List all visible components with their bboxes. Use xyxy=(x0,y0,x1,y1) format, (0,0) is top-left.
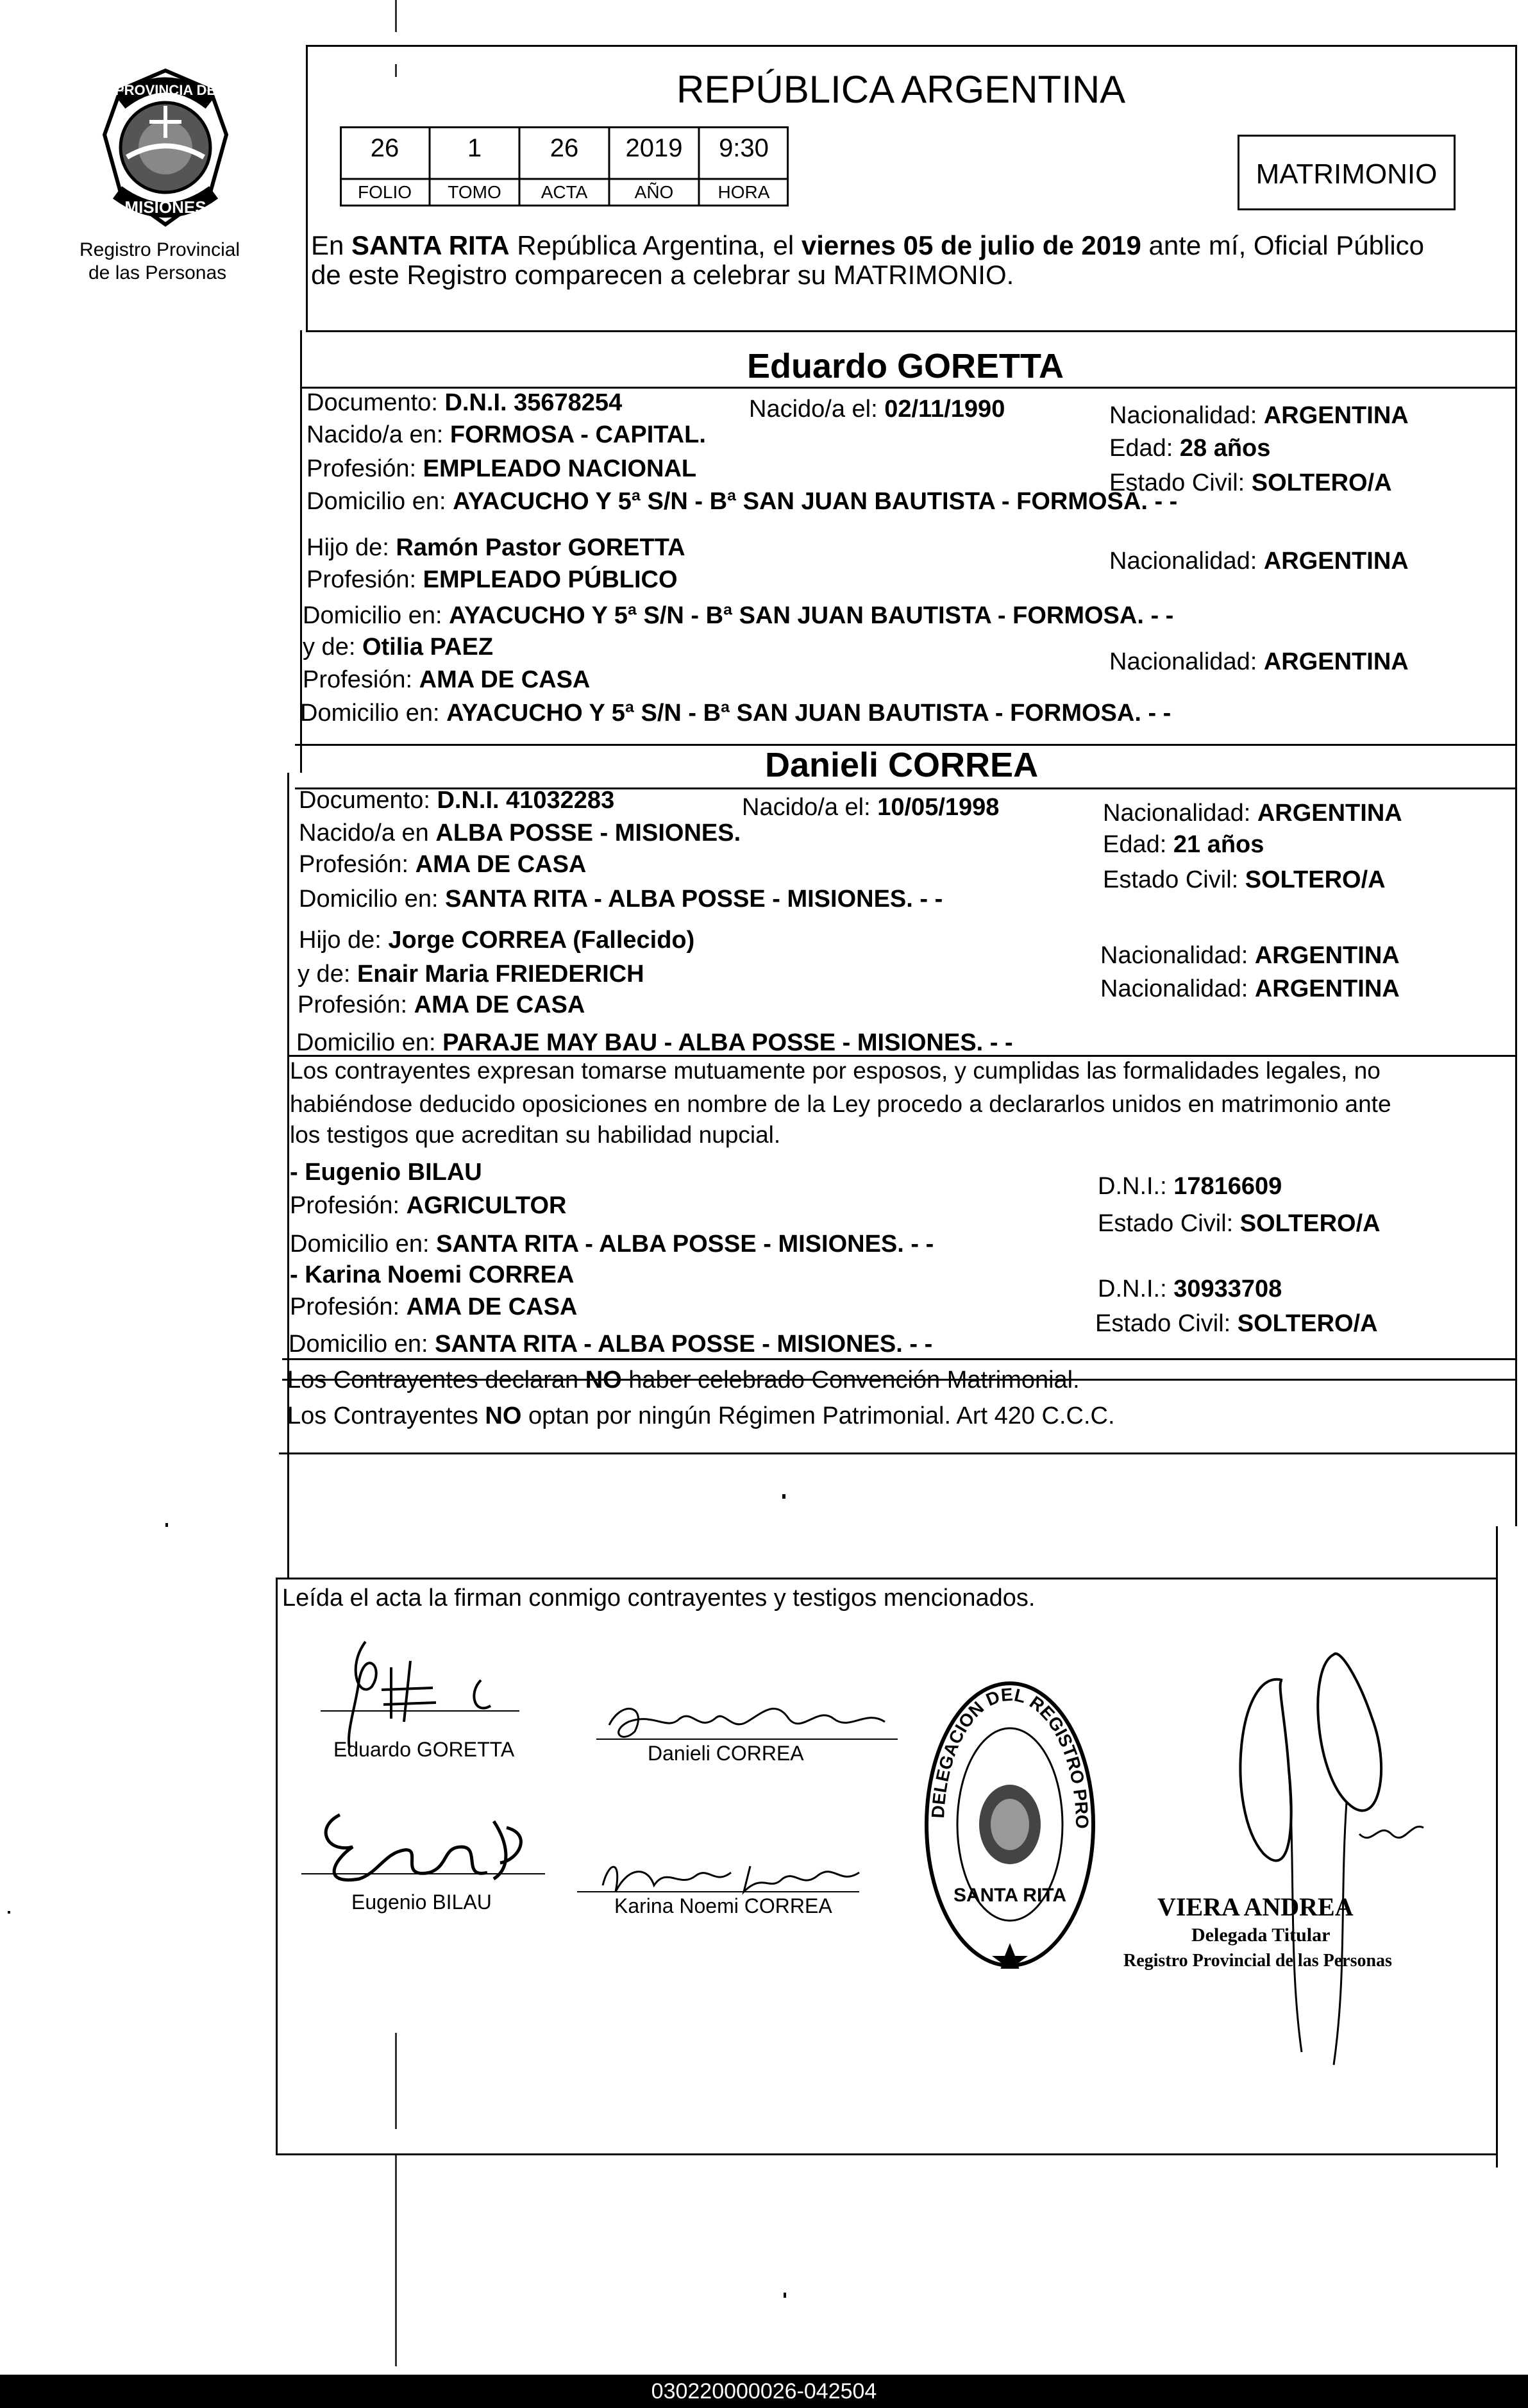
spouse1-nationality: Nacionalidad: ARGENTINA xyxy=(1109,402,1409,429)
spouse2-name: Danieli CORREA xyxy=(765,746,1039,784)
spouse2-birthdate: Nacido/a el: 10/05/1998 xyxy=(742,794,1000,821)
hour-value: 9:30 xyxy=(719,134,769,162)
regime-line1: Los Contrayentes declaran NO haber celebrado Convención Matrimonial. xyxy=(287,1367,1080,1393)
scan-speck xyxy=(165,1523,168,1527)
spouse1-father-address: Domicilio en: AYACUCHO Y 5ª S/N - Bª SAN JUAN BAUTISTA - FORMOSA. - - xyxy=(303,602,1174,629)
spouse1-father: Hijo de: Ramón Pastor GORETTA xyxy=(306,534,685,561)
scan-edge-mark xyxy=(395,2033,397,2129)
province-seal-icon xyxy=(82,64,249,231)
witness2-dni: D.N.I.: 30933708 xyxy=(1098,1276,1282,1302)
spouse1-mother-address: Domicilio en: AYACUCHO Y 5ª S/N - Bª SAN JUAN BAUTISTA - FORMOSA. - - xyxy=(300,700,1171,727)
form-left-border xyxy=(276,1578,278,2155)
witness1-address: Domicilio en: SANTA RITA - ALBA POSSE - MISIONES. - - xyxy=(290,1231,934,1258)
witness1-name: - Eugenio BILAU xyxy=(290,1159,482,1186)
svg-text:MISIONES: MISIONES xyxy=(124,198,206,217)
logo-caption-line1: Registro Provincial xyxy=(80,239,240,260)
regime-line2: Los Contrayentes NO optan por ningún Régimen Patrimonial. Art 420 C.C.C. xyxy=(287,1402,1115,1429)
hour-label: HORA xyxy=(718,182,770,202)
form-bottom-border xyxy=(276,2153,1498,2155)
closing-statement: Leída el acta la firman conmigo contrayentes y testigos mencionados. xyxy=(282,1585,1036,1612)
act-type-label: MATRIMONIO xyxy=(1255,158,1438,190)
section-divider xyxy=(282,1358,1517,1360)
official-stamp xyxy=(923,1680,1096,1969)
witness2-profession: Profesión: AMA DE CASA xyxy=(290,1293,578,1320)
registry-table xyxy=(340,126,789,206)
witness2-civil-status: Estado Civil: SOLTERO/A xyxy=(1095,1310,1378,1337)
spouse2-document: Documento: D.N.I. 41032283 xyxy=(299,787,615,814)
spouse1-address: Domicilio en: AYACUCHO Y 5ª S/N - Bª SAN JUAN BAUTISTA - FORMOSA. - - xyxy=(306,488,1178,515)
spouse1-father-profession: Profesión: EMPLEADO PÚBLICO xyxy=(306,566,678,593)
spouse2-mother-nationality: Nacionalidad: ARGENTINA xyxy=(1100,975,1400,1002)
scan-speck xyxy=(784,2293,786,2298)
scan-speck xyxy=(8,1911,10,1914)
spouse1-father-nationality: Nacionalidad: ARGENTINA xyxy=(1109,548,1409,575)
acta-label: ACTA xyxy=(541,182,588,202)
folio-label: FOLIO xyxy=(357,182,412,202)
document-title: REPÚBLICA ARGENTINA xyxy=(676,68,1126,111)
spouse1-document: Documento: D.N.I. 35678254 xyxy=(306,389,623,416)
signature-label-spouse2: Danieli CORREA xyxy=(648,1742,804,1765)
intro-line1: En SANTA RITA República Argentina, el viernes 05 de julio de 2019 ante mí, Oficial Público xyxy=(311,230,1425,260)
signature-label-witness2: Karina Noemi CORREA xyxy=(614,1894,832,1917)
section-divider xyxy=(279,1452,1517,1454)
spouse2-birthplace: Nacido/a en ALBA POSSE - MISIONES. xyxy=(299,820,741,846)
spouse1-age: Edad: 28 años xyxy=(1109,435,1271,462)
spouse1-birthplace: Nacido/a en: FORMOSA - CAPITAL. xyxy=(306,421,706,448)
logo-caption-line2: de las Personas xyxy=(88,262,227,283)
svg-text:SANTA RITA: SANTA RITA xyxy=(953,1885,1067,1906)
declaration-line1: Los contrayentes expresan tomarse mutuamente por esposos, y cumplidas las formalidades legales, no xyxy=(290,1057,1381,1084)
witness2-name: - Karina Noemi CORREA xyxy=(290,1261,575,1288)
spouse2-mother-profession: Profesión: AMA DE CASA xyxy=(298,991,585,1018)
spouse1-mother-nationality: Nacionalidad: ARGENTINA xyxy=(1109,648,1409,675)
declaration-line3: los testigos que acreditan su habilidad nupcial. xyxy=(290,1122,781,1148)
declaration-line2: habiéndose deducido oposiciones en nombre de la Ley procedo a declararlos unidos en matrimonio ante xyxy=(290,1091,1391,1117)
act-type-box xyxy=(1238,135,1456,210)
form-left-border xyxy=(306,45,308,330)
spouse2-nationality: Nacionalidad: ARGENTINA xyxy=(1103,800,1402,827)
spouse2-father-nationality: Nacionalidad: ARGENTINA xyxy=(1100,942,1400,969)
officer-office: Registro Provincial de las Personas xyxy=(1123,1951,1392,1971)
stamp-seal-icon xyxy=(923,1680,1096,1969)
witness2-address: Domicilio en: SANTA RITA - ALBA POSSE - MISIONES. - - xyxy=(289,1331,933,1358)
form-right-border xyxy=(1496,1526,1498,2168)
folio-value: 26 xyxy=(370,134,399,162)
spouse1-birthdate: Nacido/a el: 02/11/1990 xyxy=(749,396,1005,423)
scan-speck xyxy=(782,1494,785,1499)
year-label: AÑO xyxy=(634,182,674,202)
spouse2-father: Hijo de: Jorge CORREA (Fallecido) xyxy=(299,927,695,954)
spouse1-mother-profession: Profesión: AMA DE CASA xyxy=(303,666,591,693)
officer-title: Delegada Titular xyxy=(1191,1924,1331,1946)
spouse2-profession: Profesión: AMA DE CASA xyxy=(299,851,587,878)
acta-value: 26 xyxy=(550,134,579,162)
form-right-border xyxy=(1515,45,1517,1526)
spouse1-name: Eduardo GORETTA xyxy=(747,347,1064,385)
section-divider xyxy=(306,330,1517,332)
spouse2-mother-address: Domicilio en: PARAJE MAY BAU - ALBA POSSE - MISIONES. - - xyxy=(296,1029,1013,1056)
spouse2-mother: y de: Enair Maria FRIEDERICH xyxy=(298,961,644,988)
scan-edge-mark xyxy=(395,64,397,77)
form-top-border xyxy=(306,45,1517,47)
witness1-profession: Profesión: AGRICULTOR xyxy=(290,1192,567,1219)
spouse1-mother: y de: Otilia PAEZ xyxy=(303,634,494,661)
scan-edge-mark xyxy=(395,0,397,32)
spouse2-civil-status: Estado Civil: SOLTERO/A xyxy=(1103,866,1386,893)
scan-footer-bar xyxy=(0,2375,1528,2408)
signature-eugenio-bilau xyxy=(301,1802,558,1898)
svg-text:PROVINCIA DE: PROVINCIA DE xyxy=(114,82,217,98)
spouse2-address: Domicilio en: SANTA RITA - ALBA POSSE - MISIONES. - - xyxy=(299,886,943,913)
tomo-value: 1 xyxy=(467,134,482,162)
witness1-civil-status: Estado Civil: SOLTERO/A xyxy=(1098,1210,1381,1237)
province-logo xyxy=(82,64,249,231)
signature-label-witness1: Eugenio BILAU xyxy=(351,1890,492,1914)
form-left-border xyxy=(287,773,289,1578)
signature-eduardo-goretta xyxy=(321,1629,539,1751)
signature-label-spouse1: Eduardo GORETTA xyxy=(333,1738,515,1761)
witness1-dni: D.N.I.: 17816609 xyxy=(1098,1173,1282,1200)
intro-line2: de este Registro comparecen a celebrar su MATRIMONIO. xyxy=(311,260,1014,290)
document-code: 030220000026-042504 xyxy=(651,2379,877,2404)
spouse1-civil-status: Estado Civil: SOLTERO/A xyxy=(1109,469,1392,496)
tomo-label: TOMO xyxy=(448,182,501,202)
officer-name: VIERA ANDREA xyxy=(1157,1892,1354,1921)
scan-edge-mark xyxy=(395,2155,397,2366)
spouse2-age: Edad: 21 años xyxy=(1103,831,1264,858)
svg-text:DELEGACION DEL REGISTRO PROVIN: DELEGACION DEL REGISTRO PRO xyxy=(928,1684,1093,1829)
section-divider xyxy=(277,1578,1498,1579)
spouse1-profession: Profesión: EMPLEADO NACIONAL xyxy=(306,455,697,482)
year-value: 2019 xyxy=(625,134,683,162)
signature-officer xyxy=(1199,1642,1430,2078)
